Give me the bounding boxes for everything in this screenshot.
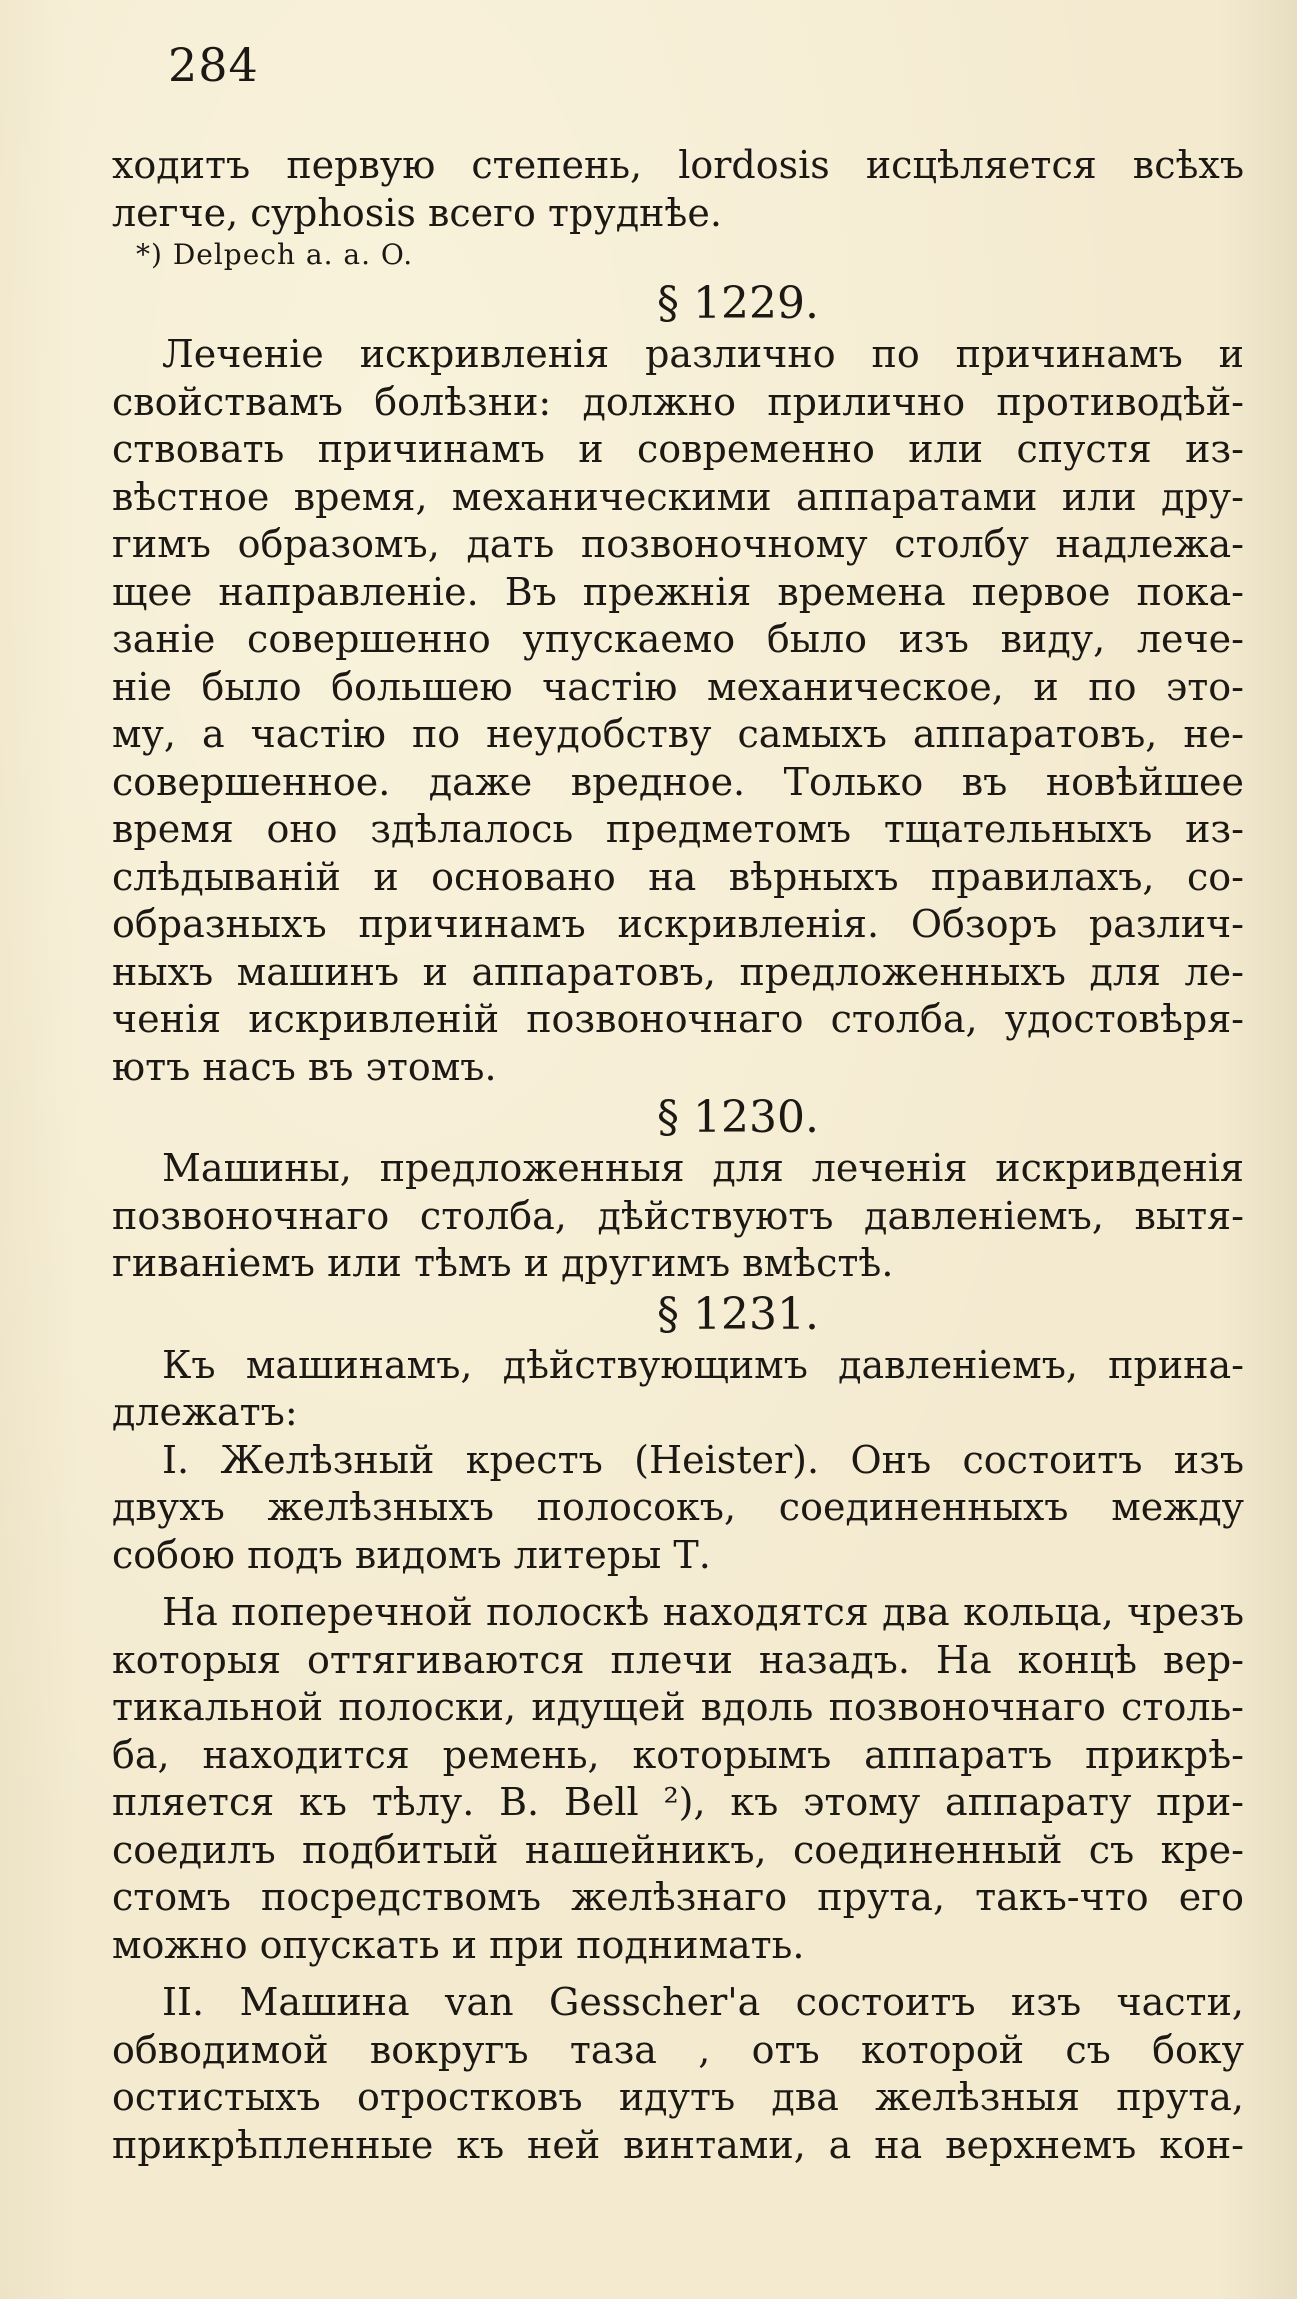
text-line: ютъ насъ въ этомъ.	[112, 1044, 497, 1089]
text-line: двухъ желѣзныхъ полосокъ, соединенныхъ между	[112, 1485, 1244, 1529]
text-line: гиваніемъ или тѣмъ и другимъ вмѣстѣ.	[112, 1241, 894, 1285]
text-line: образныхъ причинамъ искривленія. Обзоръ различ-	[112, 902, 1244, 946]
section-heading-1229: § 1229.	[657, 278, 819, 329]
page-number: 284	[168, 38, 259, 92]
text-line: свойствамъ болѣзни: должно прилично противодѣй-	[112, 379, 1244, 424]
text-line: ныхъ машинъ и аппаратовъ, предложенныхъ для ле-	[112, 949, 1244, 994]
paragraph-gap	[112, 1579, 1244, 1589]
text-line: гимъ образомъ, дать позвоночному столбу надлежа-	[112, 522, 1244, 566]
text-line: ченія искривленій позвоночнаго столба, удостовѣря-	[112, 997, 1244, 1041]
text-line: ба, находится ремень, которымъ аппаратъ прикрѣ-	[112, 1732, 1244, 1777]
text-line: время оно здѣлалось предметомъ тщательныхъ из-	[112, 807, 1244, 851]
text-line: позвоночнаго столба, дѣйствуютъ давленіемъ, вытя-	[112, 1193, 1244, 1238]
text-line: ствовать причинамъ и современно или спустя из-	[112, 427, 1244, 471]
text-line: стомъ посредствомъ желѣзнаго прута, такъ-что его	[112, 1875, 1244, 1919]
text-line: которыя оттягиваются плечи назадъ. На концѣ вер-	[112, 1637, 1244, 1682]
text-line: Леченіе искривленія различно по причинамъ и	[162, 332, 1244, 376]
text-line: Къ машинамъ, дѣйствующимъ давленіемъ, прина-	[162, 1342, 1244, 1387]
text-line: ходитъ первую степень, lordosis исцѣляется всѣхъ	[112, 143, 1244, 187]
text-line: пляется къ тѣлу. В. Bell ²), къ этому аппарату при-	[112, 1780, 1244, 1824]
text-line: II. Машина van Gesscher'а состоитъ изъ части,	[162, 1980, 1244, 2024]
text-line: щее направленіе. Въ прежнія времена первое пока-	[112, 569, 1244, 614]
paragraph-gap	[112, 1969, 1244, 1979]
section-heading-1231: § 1231.	[657, 1288, 819, 1340]
text-line: прикрѣпленные къ ней винтами, а на верхнемъ кон-	[112, 2122, 1244, 2167]
section-heading-1230: § 1230.	[657, 1092, 819, 1143]
text-line: Машины, предложенныя для леченія искривденія	[162, 1146, 1244, 1190]
text-line: легче, cyphosis всего труднѣе.	[112, 190, 722, 235]
text-line: вѣстное время, механическими аппаратами или дру-	[112, 474, 1244, 519]
text-line: му, а частію по неудобству самыхъ аппаратовъ, не-	[112, 712, 1244, 756]
text-line: длежатъ:	[112, 1390, 298, 1434]
text-line: I. Желѣзный крестъ (Heister). Онъ состоитъ изъ	[162, 1437, 1244, 1482]
text-line: тикальной полоски, идущей вдоль позвоночнаго столь-	[112, 1685, 1244, 1729]
text-line: слѣдыванiй и основано на вѣрныхъ правилахъ, со-	[112, 854, 1244, 899]
text-line: совершенное. даже вредное. Только въ новѣйшее	[112, 759, 1244, 804]
page-body-text	[112, 142, 1244, 2169]
text-line: обводимой вокругъ таза , отъ которой съ боку	[112, 2027, 1244, 2072]
text-line: ніе было большею частію механическое, и по это-	[112, 664, 1244, 709]
text-line: На поперечной полоскѣ находятся два кольца, чрезъ	[162, 1590, 1244, 1634]
text-line: соедилъ подбитый нашейникъ, соединенный съ кре-	[112, 1827, 1244, 1872]
text-line: заніе совершенно упускаемо было изъ виду, лече-	[112, 617, 1244, 661]
text-line: собою подъ видомъ литеры Т.	[112, 1532, 711, 1577]
footnote: *) Delpech a. a. O.	[136, 238, 414, 271]
text-line: можно опускать и при поднимать.	[112, 1922, 805, 1967]
text-line: остистыхъ отростковъ идутъ два желѣзныя прута,	[112, 2075, 1244, 2119]
